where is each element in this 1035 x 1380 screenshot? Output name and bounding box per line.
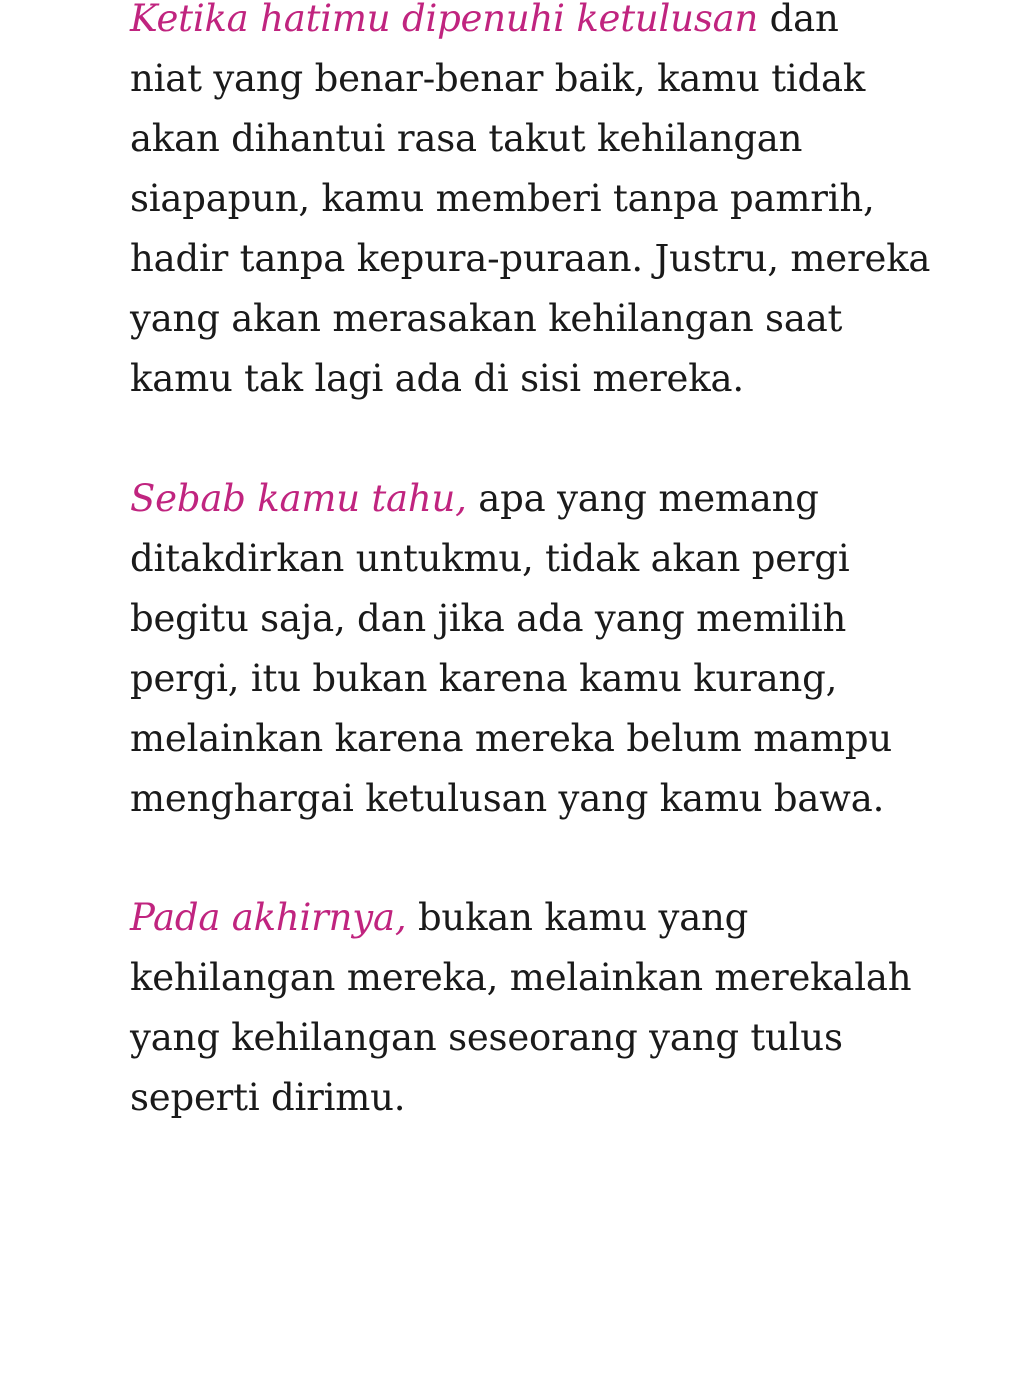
highlighted-phrase: Ketika hatimu dipenuhi ketulusan: [130, 0, 759, 40]
paragraph-line: yang kehilangan seseorang yang tulus: [130, 1016, 843, 1059]
paragraph-line: [130, 0, 930, 49]
paragraph-3: [130, 888, 930, 1128]
paragraph-1: [130, 0, 930, 409]
paragraph-line: kamu tak lagi ada di sisi mereka.: [130, 357, 744, 400]
highlighted-phrase: Sebab kamu tahu,: [130, 477, 467, 520]
paragraph-line: [130, 469, 930, 529]
paragraph-line: seperti dirimu.: [130, 1076, 406, 1119]
paragraph-line: menghargai ketulusan yang kamu bawa.: [130, 777, 885, 820]
paragraph-line: [130, 888, 930, 948]
paragraph-line: begitu saja, dan jika ada yang memilih: [130, 597, 847, 640]
highlighted-phrase: Pada akhirnya,: [130, 896, 407, 939]
line-text: apa yang memang: [466, 477, 819, 520]
paragraph-line: siapapun, kamu memberi tanpa pamrih,: [130, 177, 875, 220]
line-text: dan: [758, 0, 839, 40]
paragraph-line: melainkan karena mereka belum mampu: [130, 717, 892, 760]
paragraph-2: [130, 469, 930, 829]
paragraph-line: akan dihantui rasa takut kehilangan: [130, 117, 803, 160]
paragraph-line: kehilangan mereka, melainkan merekalah: [130, 956, 912, 999]
paragraph-line: pergi, itu bukan karena kamu kurang,: [130, 657, 838, 700]
paragraph-line: hadir tanpa kepura-puraan. Justru, mereka: [130, 237, 931, 280]
paragraph-line: ditakdirkan untukmu, tidak akan pergi: [130, 537, 850, 580]
paragraph-line: niat yang benar-benar baik, kamu tidak: [130, 57, 866, 100]
paragraph-line: yang akan merasakan kehilangan saat: [130, 297, 843, 340]
line-text: bukan kamu yang: [406, 896, 749, 939]
